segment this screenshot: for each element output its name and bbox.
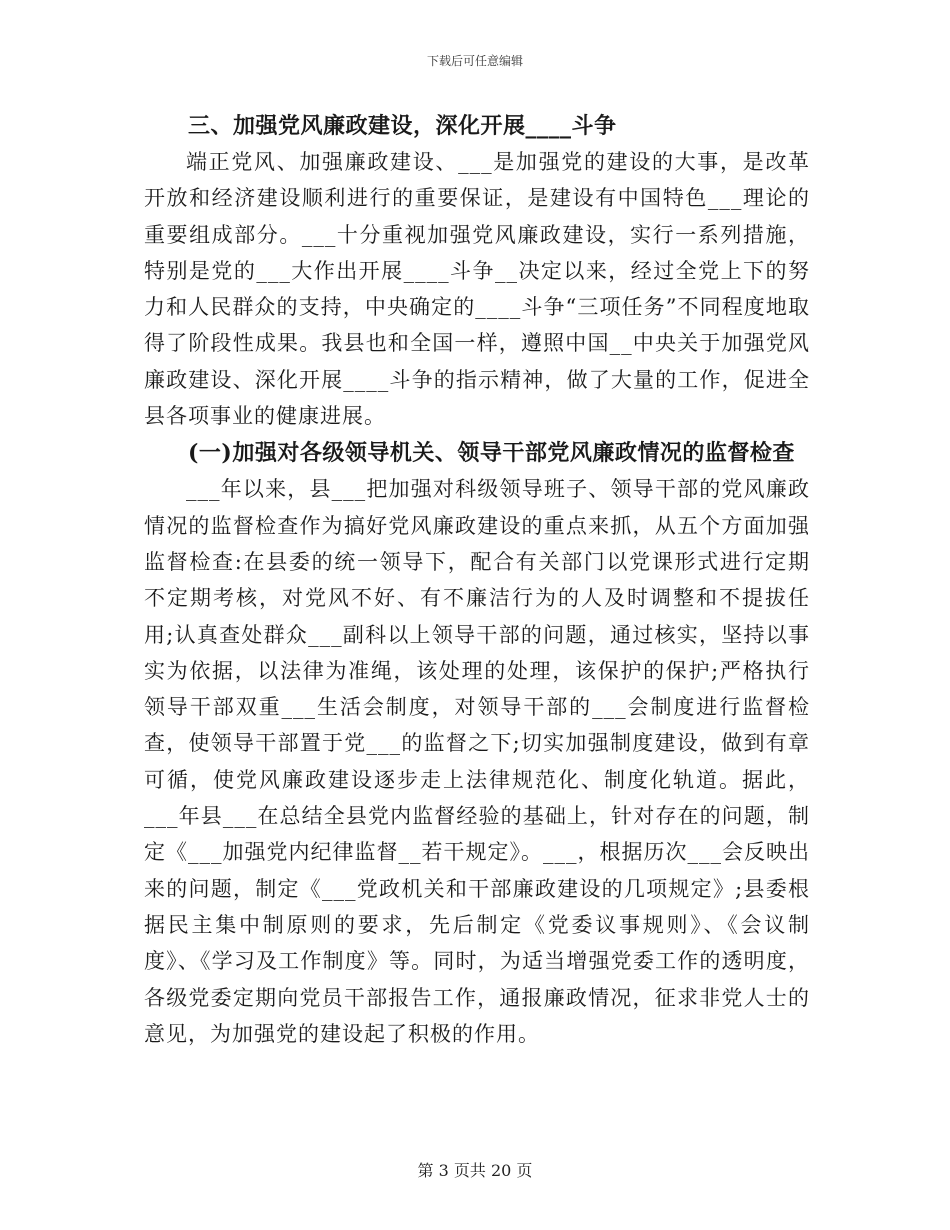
page-number-footer: 第 3 页共 20 页 — [417, 1161, 533, 1180]
body-paragraph: ___年以来，县___把加强对科级领导班子、领导干部的党风廉政情况的监督检查作为搞好党风廉政建设的重点来抓，从五个方面加强监督检查:在县委的统一领导下，配合有关部门以党课形式进行定期不定期考核，对党风不好、有不廉洁行为的人及时调整和不提拔任用;认真查处群众___副科以上领导干部的问题，通过核实，坚持以事实为依据，以法律为准绳，该处理的处理，该保护的保护;严格执行领导干部双重___生活会制度，对领导干部的___会制度进行监督检查，使领导干部置于党___的监督之下;切实加强制度建设，做到有章可循，使党风廉政建设逐步走上法律规范化、制度化轨道。据此，___年县___在总结全县党内监督经验的基础上，针对存在的问题，制定《___加强党内纪律监督__若干规定》。___，根据历次___会反映出来的问题，制定《___党政机关和干部廉政建设的几项规定》;县委根据民主集中制原则的要求，先后制定《党委议事规则》、《会议制度》、《学习及工作制度》等。同时，为适当增强党委工作的透明度，各级党委定期向党员干部报告工作，通报廉政情况，征求非党人士的意见，为加强党的建设起了积极的作用。 — [144, 477, 810, 1046]
page-header-note: 下载后可任意编辑 — [426, 54, 523, 68]
document-body — [144, 108, 810, 1052]
intro-paragraph: 端正党风、加强廉政建设、___是加强党的建设的大事，是改革开放和经济建设顺利进行的重要保证，是建设有中国特色___理论的重要组成部分。___十分重视加强党风廉政建设，实行一系列措施，特别是党的___大作出开展____斗争__决定以来，经过全党上下的努力和人民群众的支持，中央确定的____斗争“三项任务”不同程度地取得了阶段性成果。我县也和全国一样，遵照中国__中央关于加强党风廉政建设、深化开展____斗争的指示精神，做了大量的工作，促进全县各项事业的健康进展。 — [144, 150, 810, 429]
subsection-heading: (一)加强对各级领导机关、领导干部党风廉政情况的监督检查 — [188, 440, 795, 467]
section-heading: 三、加强党风廉政建设，深化开展____斗争 — [188, 113, 617, 139]
